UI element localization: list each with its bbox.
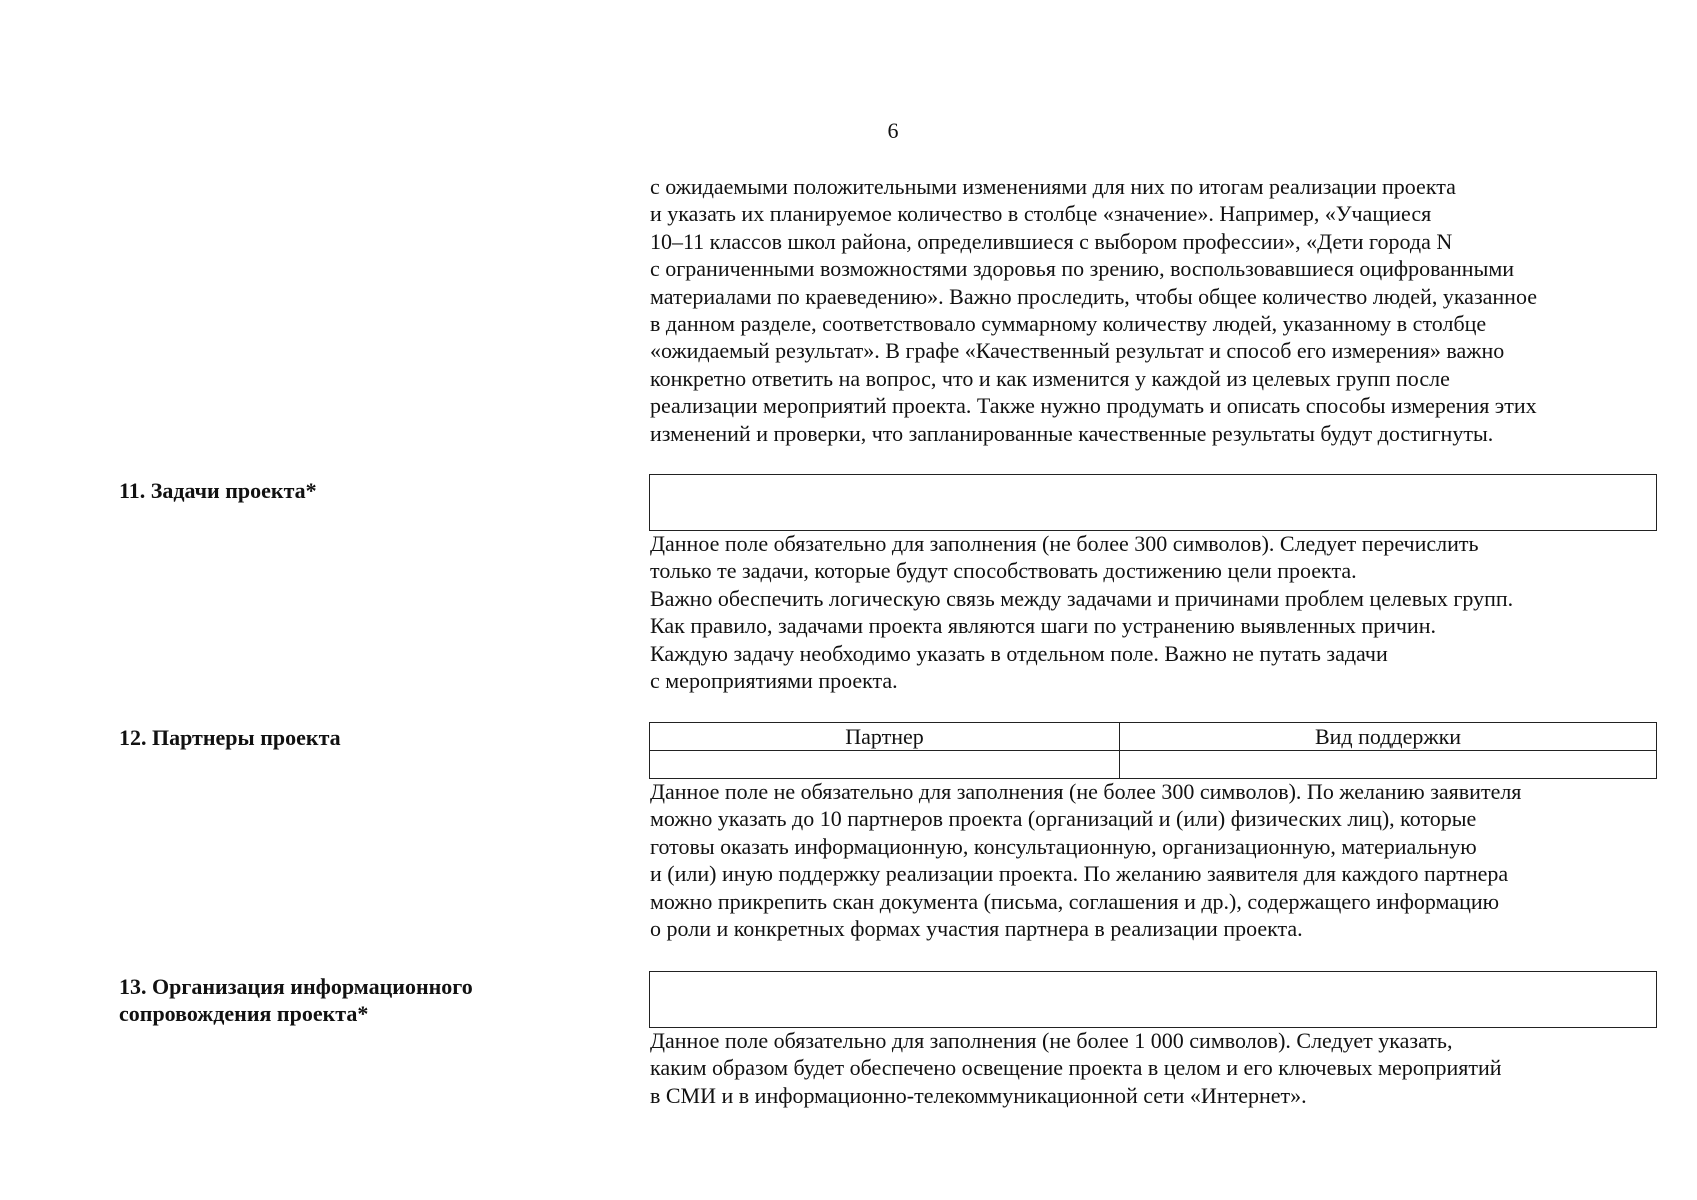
tasks-hint: Данное поле обязательно для заполнения (не более 300 символов). Следует перечислить только те задачи, которые будут способствовать достижению цели проекта. Важно обеспечить логическую связь между задачами и причинами проблем целевых групп. Как правило, задачами проекта являются шаги по устранению выявленных причин. Каждую задачу необходимо указать в отдельном поле. Важно не путать задачи с мероприятиями проекта. [650,531,1514,694]
tasks-input-field[interactable] [649,474,1657,531]
partner-support-type-cell[interactable] [1120,751,1657,779]
partners-column-header-support-type: Вид поддержки [1120,723,1657,751]
info-support-hint: Данное поле обязательно для заполнения (не более 1 000 символов). Следует указать, каким образом будет обеспечено освещение проекта в целом и его ключевых мероприятий в СМИ и в информационно-телекоммуникационной сети «Интернет». [650,1028,1502,1108]
tasks-section-label: 11. Задачи проекта* [119,478,317,503]
partners-hint: Данное поле не обязательно для заполнения (не более 300 символов). По желанию заявителя можно указать до 10 партнеров проекта (организаций и (или) физических лиц), которые готовы оказать информационную, консультационную, организационную, материальную и (или) иную поддержку реализации проекта. По желанию заявителя для каждого партнера можно прикрепить скан документа (письма, соглашения и др.), содержащего информацию о роли и конкретных формах участия партнера в реализации проекта. [650,779,1522,942]
partners-column-header-partner: Партнер [650,723,1120,751]
intro-paragraph: с ожидаемыми положительными изменениями для них по итогам реализации проекта и указать их планируемое количество в столбце «значение». Например, «Учащиеся 10–11 классов школ района, определившиеся с выбором профессии», «Дети города N с ограниченными возможностями здоровья по зрению, воспользовавшиеся оцифрованными материалами по краеведению». Важно проследить, чтобы общее количество людей, указанное в данном разделе, соответствовало суммарному количеству людей, указанному в столбце «ожидаемый результат». В графе «Качественный результат и способ его измерения» важно конкретно ответить на вопрос, что и как изменится у каждой из целевых групп после реализации мероприятий проекта. Также нужно продумать и описать способы измерения этих изменений и проверки, что запланированные качественные результаты будут достигнуты. [650,174,1537,446]
page-number: 6 [887,118,899,143]
partners-table [649,722,1657,779]
partners-table-header-row [650,723,1657,751]
partner-name-cell[interactable] [650,751,1120,779]
info-support-section-label: 13. Организация информационного сопровождения проекта* [119,974,473,1027]
info-support-input-field[interactable] [649,971,1657,1028]
partners-section-label: 12. Партнеры проекта [119,725,341,750]
table-row [650,751,1657,779]
